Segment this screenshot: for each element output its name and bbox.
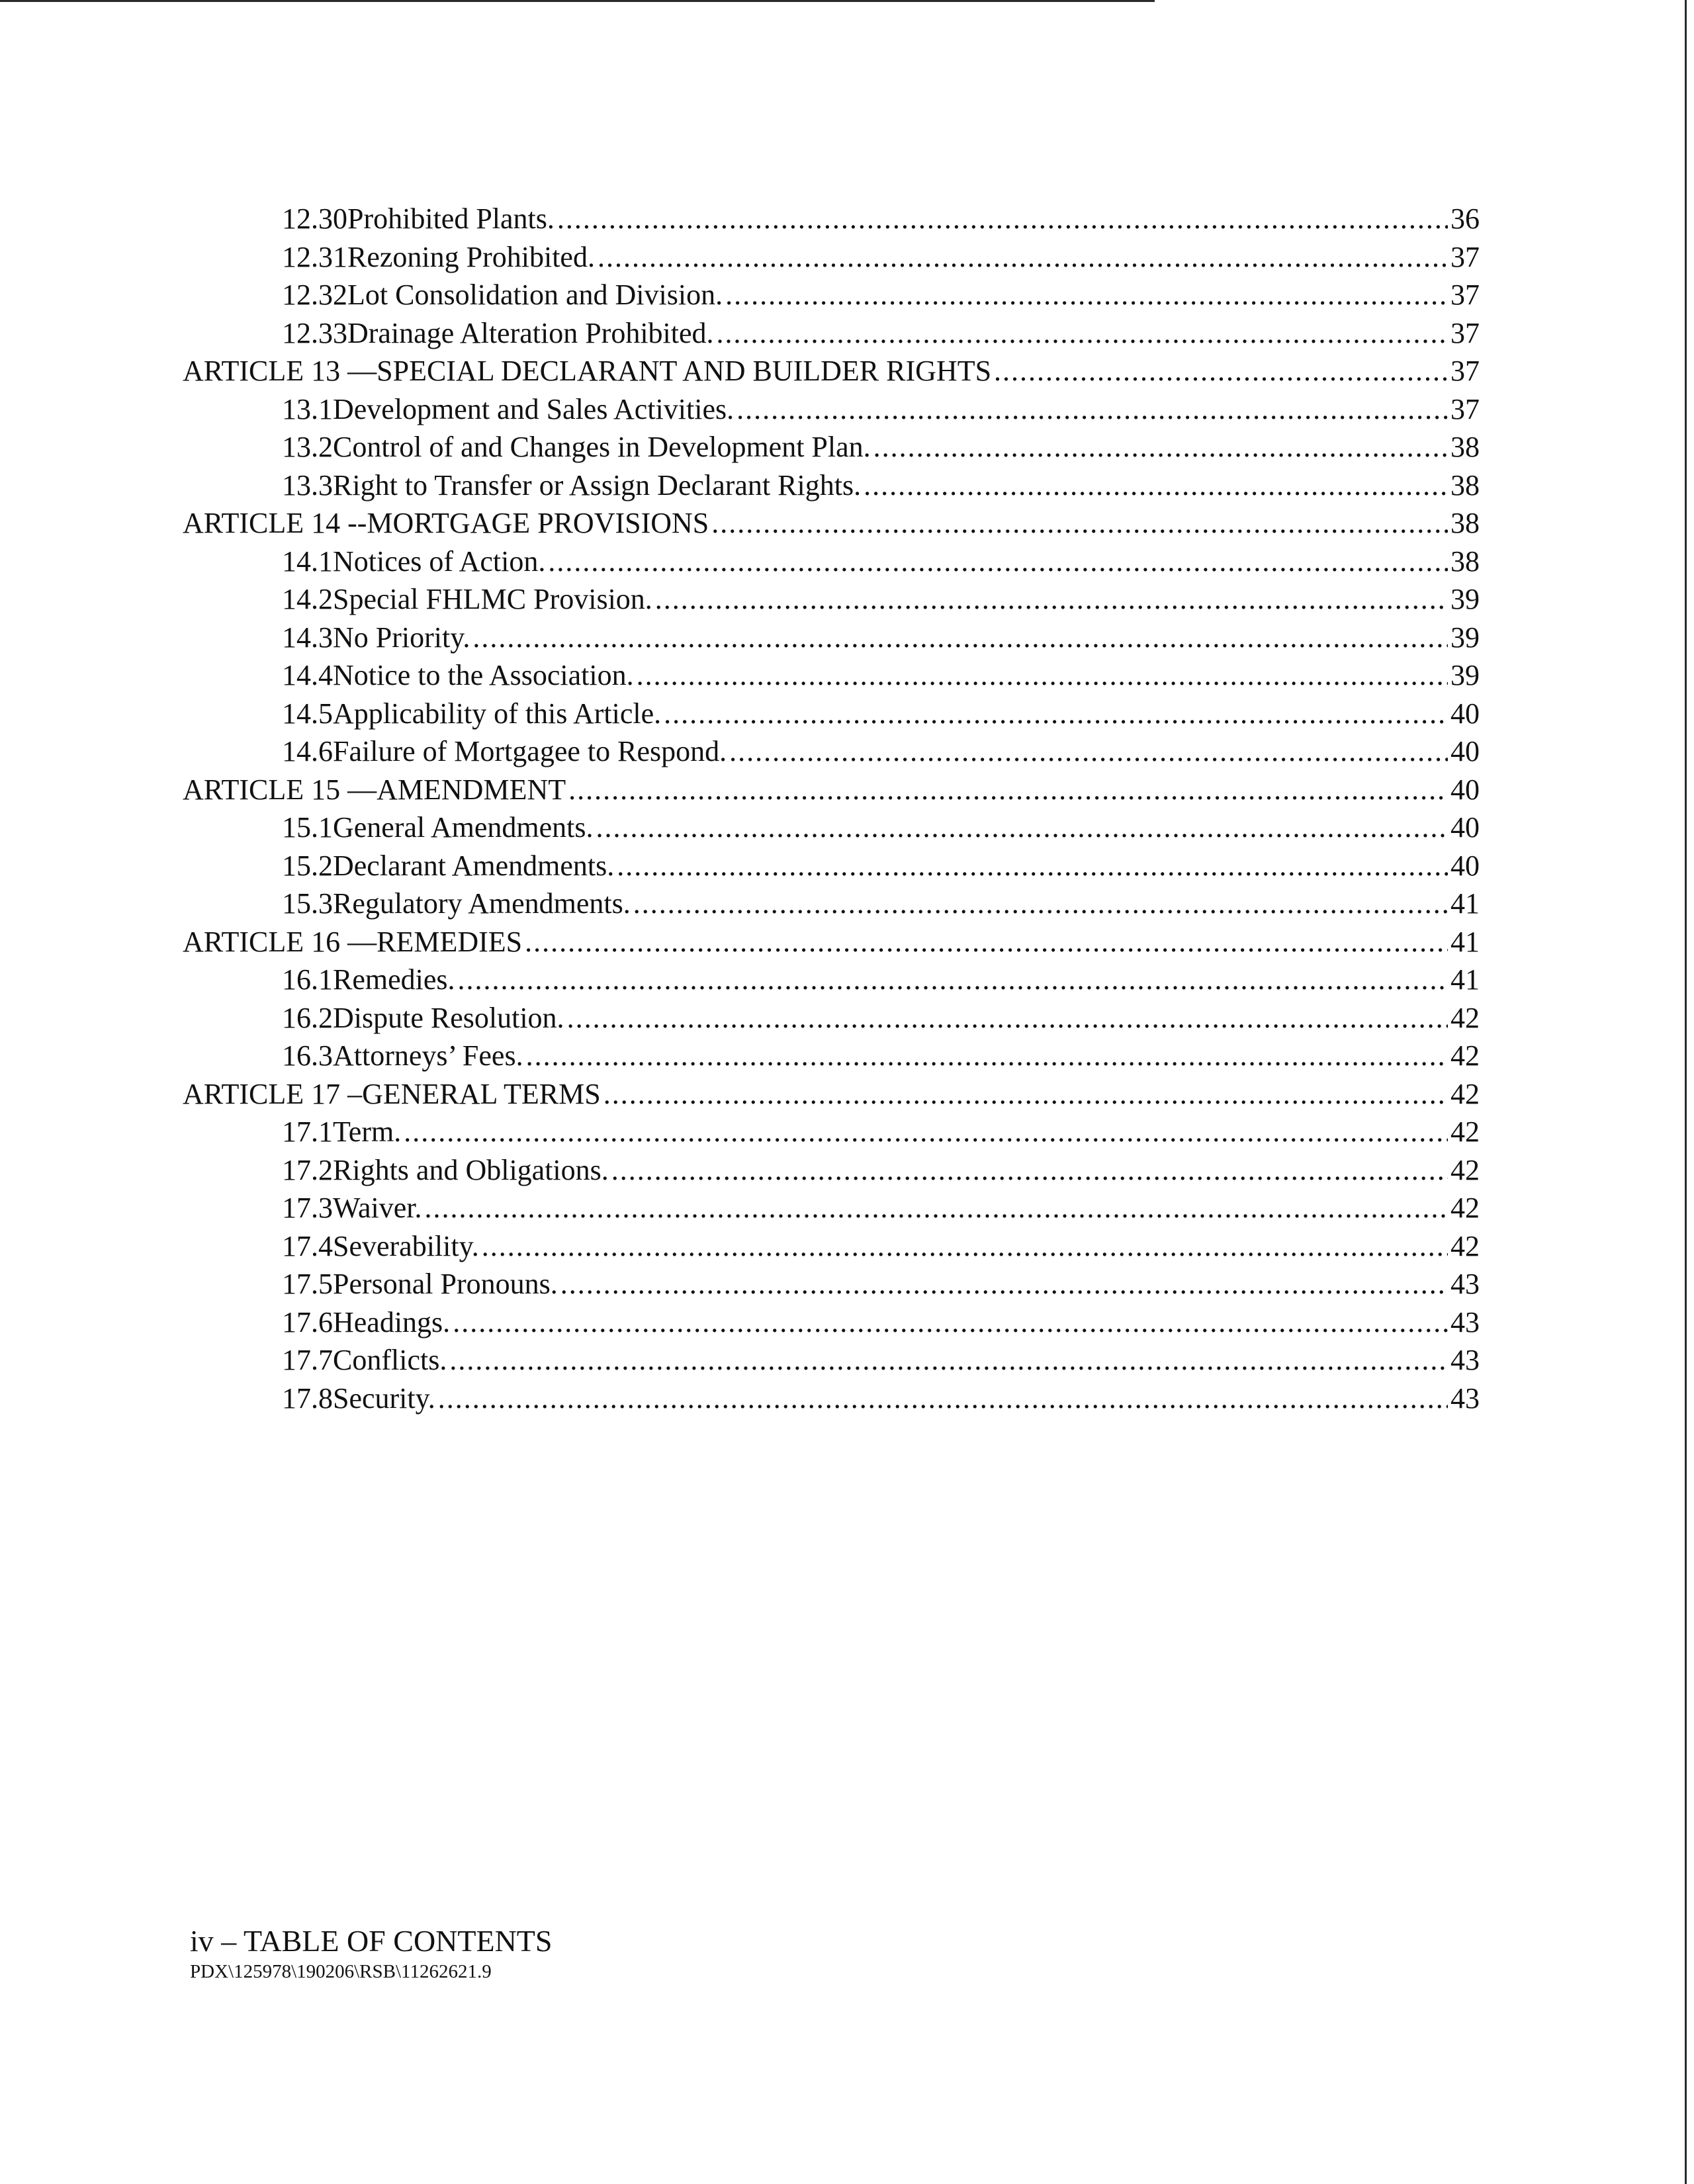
toc-page-number: 40: [1450, 697, 1480, 730]
toc-entry-number: 12.33: [282, 316, 347, 349]
footer-page-label: iv – TABLE OF CONTENTS: [190, 1924, 553, 1958]
dot-leader: [557, 200, 1448, 238]
toc-entry-number: ARTICLE 16 —: [183, 925, 377, 958]
toc-entry-number: 15.2: [282, 849, 333, 882]
toc-entry-title: Failure of Mortgagee to Respond.: [333, 735, 727, 767]
toc-section-row[interactable]: [183, 428, 1480, 466]
toc-entry-number: 17.8: [282, 1381, 333, 1415]
dot-leader: [548, 543, 1448, 581]
toc-entry-title: Personal Pronouns.: [333, 1268, 558, 1300]
toc-page-number: 38: [1450, 468, 1480, 502]
toc-entry-title: Attorneys’ Fees.: [333, 1039, 523, 1072]
toc-page-number: 38: [1450, 545, 1480, 578]
toc-article-row[interactable]: [183, 504, 1480, 543]
toc-entry-title: Security.: [333, 1381, 435, 1415]
toc-entry-number: 13.2: [282, 431, 333, 463]
toc-entry-number: 15.1: [282, 811, 333, 844]
toc-article-row[interactable]: [183, 1075, 1480, 1114]
toc-entry-number: 16.2: [282, 1001, 333, 1034]
toc-section-row[interactable]: [183, 466, 1480, 505]
toc-page-number: 40: [1450, 849, 1480, 882]
toc-page-number: 36: [1450, 202, 1480, 235]
toc-entry-number: ARTICLE 14 --: [183, 507, 367, 539]
dot-leader: [994, 352, 1448, 390]
toc-entry-title: Drainage Alteration Prohibited.: [347, 316, 714, 349]
toc-section-row[interactable]: [183, 200, 1480, 238]
table-of-contents: [183, 200, 1480, 1417]
toc-page-number: 38: [1450, 507, 1480, 539]
toc-section-row[interactable]: [183, 961, 1480, 999]
toc-page-number: 39: [1450, 583, 1480, 615]
scan-border-right: [1685, 0, 1687, 2184]
dot-leader: [449, 1341, 1448, 1379]
toc-entry-title: Right to Transfer or Assign Declarant Rights.: [333, 468, 862, 502]
toc-section-row[interactable]: [183, 543, 1480, 581]
toc-section-row[interactable]: [183, 1113, 1480, 1151]
toc-page-number: 42: [1450, 1192, 1480, 1224]
toc-entry-number: 16.3: [282, 1039, 333, 1072]
toc-entry-title: Severability.: [333, 1229, 479, 1262]
dot-leader: [560, 1265, 1448, 1303]
toc-page-number: 43: [1450, 1381, 1480, 1415]
toc-entry-title: AMENDMENT: [377, 773, 566, 806]
toc-section-row[interactable]: [183, 999, 1480, 1037]
toc-entry-title: Dispute Resolution.: [333, 1001, 564, 1034]
dot-leader: [655, 580, 1448, 619]
toc-entry-title: GENERAL TERMS: [362, 1077, 601, 1110]
toc-entry-number: 17.5: [282, 1268, 333, 1300]
toc-entry-number: 12.30: [282, 202, 347, 235]
toc-entry-title: Rezoning Prohibited.: [347, 240, 595, 273]
toc-entry-number: 17.4: [282, 1229, 333, 1262]
toc-entry-title: Remedies.: [333, 963, 455, 996]
toc-article-row[interactable]: [183, 771, 1480, 809]
toc-entry-title: General Amendments.: [333, 811, 594, 844]
toc-page-number: 37: [1450, 316, 1480, 349]
toc-entry-title: Development and Sales Activities.: [333, 392, 735, 425]
toc-page-number: 40: [1450, 773, 1480, 806]
toc-entry-number: 17.1: [282, 1115, 333, 1148]
toc-entry-number: 12.32: [282, 279, 347, 311]
dot-leader: [711, 504, 1448, 543]
dot-leader: [603, 1075, 1448, 1114]
toc-entry-number: 15.3: [282, 887, 333, 920]
dot-leader: [633, 885, 1448, 923]
toc-section-row[interactable]: [183, 656, 1480, 695]
toc-page-number: 43: [1450, 1305, 1480, 1338]
toc-entry-title: Waiver.: [333, 1192, 422, 1224]
dot-leader: [725, 276, 1448, 314]
toc-section-row[interactable]: [183, 276, 1480, 314]
toc-page-number: 39: [1450, 659, 1480, 691]
toc-page-number: 43: [1450, 1268, 1480, 1300]
dot-leader: [458, 961, 1448, 999]
toc-section-row[interactable]: [183, 238, 1480, 277]
dot-leader: [864, 466, 1448, 505]
toc-entry-title: Lot Consolidation and Division.: [347, 279, 723, 311]
dot-leader: [526, 1037, 1448, 1075]
toc-section-row[interactable]: [183, 732, 1480, 771]
toc-entry-title: SPECIAL DECLARANT AND BUILDER RIGHTS: [377, 355, 992, 387]
toc-entry-number: 14.3: [282, 621, 333, 654]
toc-page-number: 42: [1450, 1153, 1480, 1186]
toc-section-row[interactable]: [183, 808, 1480, 847]
dot-leader: [596, 808, 1448, 847]
dot-leader: [525, 923, 1448, 961]
toc-entry-title: Regulatory Amendments.: [333, 887, 631, 920]
toc-entry-number: 16.1: [282, 963, 333, 996]
toc-page-number: 41: [1450, 887, 1480, 920]
toc-entry-title: Conflicts.: [333, 1344, 447, 1376]
toc-page-number: 42: [1450, 1115, 1480, 1148]
toc-entry-number: 13.1: [282, 392, 333, 425]
toc-entry-number: 14.2: [282, 583, 333, 615]
dot-leader: [568, 771, 1448, 809]
footer-document-reference: PDX\125978\190206\RSB\11262621.9: [190, 1961, 492, 1982]
toc-entry-title: Term.: [333, 1115, 402, 1148]
dot-leader: [598, 238, 1448, 277]
toc-section-row[interactable]: [183, 1151, 1480, 1190]
dot-leader: [729, 732, 1448, 771]
dot-leader: [438, 1379, 1448, 1418]
dot-leader: [404, 1113, 1448, 1151]
toc-section-row[interactable]: [183, 1227, 1480, 1266]
toc-entry-title: Headings.: [333, 1305, 451, 1338]
toc-entry-number: 14.5: [282, 697, 333, 730]
toc-entry-number: 14.6: [282, 735, 333, 767]
toc-section-row[interactable]: [183, 314, 1480, 353]
dot-leader: [637, 656, 1448, 695]
toc-page-number: 37: [1450, 279, 1480, 311]
dot-leader: [736, 390, 1448, 429]
toc-entry-title: Applicability of this Article.: [333, 697, 662, 730]
toc-page-number: 38: [1450, 431, 1480, 463]
toc-entry-title: Prohibited Plants.: [347, 202, 555, 235]
toc-section-row[interactable]: [183, 1037, 1480, 1075]
toc-page-number: 42: [1450, 1077, 1480, 1110]
toc-entry-title: Notice to the Association.: [333, 659, 634, 691]
toc-entry-title: Special FHLMC Provision.: [333, 583, 652, 615]
toc-page-number: 41: [1450, 925, 1480, 958]
dot-leader: [482, 1227, 1448, 1266]
toc-page-number: 42: [1450, 1229, 1480, 1262]
toc-section-row[interactable]: [183, 847, 1480, 885]
toc-entry-title: Control of and Changes in Development Plan.: [333, 431, 871, 463]
toc-entry-number: 14.4: [282, 659, 333, 691]
toc-entry-number: 12.31: [282, 240, 347, 273]
dot-leader: [567, 999, 1448, 1037]
toc-entry-title: REMEDIES: [377, 925, 523, 958]
toc-entry-title: Declarant Amendments.: [333, 849, 615, 882]
toc-entry-number: 17.3: [282, 1192, 333, 1224]
toc-entry-number: 17.6: [282, 1305, 333, 1338]
dot-leader: [425, 1189, 1448, 1227]
toc-page-number: 40: [1450, 735, 1480, 767]
toc-section-row[interactable]: [183, 619, 1480, 657]
scan-border-top: [0, 0, 1155, 2]
toc-entry-title: MORTGAGE PROVISIONS: [367, 507, 709, 539]
dot-leader: [873, 428, 1448, 466]
toc-entry-title: Notices of Action.: [333, 545, 546, 578]
toc-section-row[interactable]: [183, 885, 1480, 923]
toc-page-number: 37: [1450, 355, 1480, 387]
toc-entry-number: ARTICLE 17 –: [183, 1077, 363, 1110]
toc-section-row[interactable]: [183, 1341, 1480, 1379]
toc-entry-number: 17.7: [282, 1344, 333, 1376]
toc-page-number: 37: [1450, 392, 1480, 425]
toc-entry-number: ARTICLE 13 —: [183, 355, 377, 387]
toc-entry-number: 14.1: [282, 545, 333, 578]
toc-section-row[interactable]: [183, 1265, 1480, 1303]
toc-article-row[interactable]: [183, 923, 1480, 961]
toc-entry-number: 17.2: [282, 1153, 333, 1186]
toc-section-row[interactable]: [183, 580, 1480, 619]
toc-entry-title: Rights and Obligations.: [333, 1153, 609, 1186]
toc-page-number: 43: [1450, 1344, 1480, 1376]
toc-page-number: 42: [1450, 1001, 1480, 1034]
dot-leader: [453, 1303, 1448, 1342]
toc-entry-title: No Priority.: [333, 621, 470, 654]
toc-section-row[interactable]: [183, 1303, 1480, 1342]
dot-leader: [617, 847, 1448, 885]
dot-leader: [664, 695, 1448, 733]
toc-section-row[interactable]: [183, 390, 1480, 429]
toc-entry-number: 13.3: [282, 468, 333, 502]
toc-page-number: 37: [1450, 240, 1480, 273]
toc-section-row[interactable]: [183, 1379, 1480, 1418]
toc-section-row[interactable]: [183, 1189, 1480, 1227]
toc-entry-number: ARTICLE 15 —: [183, 773, 377, 806]
toc-page-number: 40: [1450, 811, 1480, 844]
toc-page-number: 39: [1450, 621, 1480, 654]
dot-leader: [611, 1151, 1448, 1190]
toc-article-row[interactable]: [183, 352, 1480, 390]
toc-page-number: 42: [1450, 1039, 1480, 1072]
toc-section-row[interactable]: [183, 695, 1480, 733]
toc-page-number: 41: [1450, 963, 1480, 996]
dot-leader: [717, 314, 1448, 353]
dot-leader: [472, 619, 1448, 657]
